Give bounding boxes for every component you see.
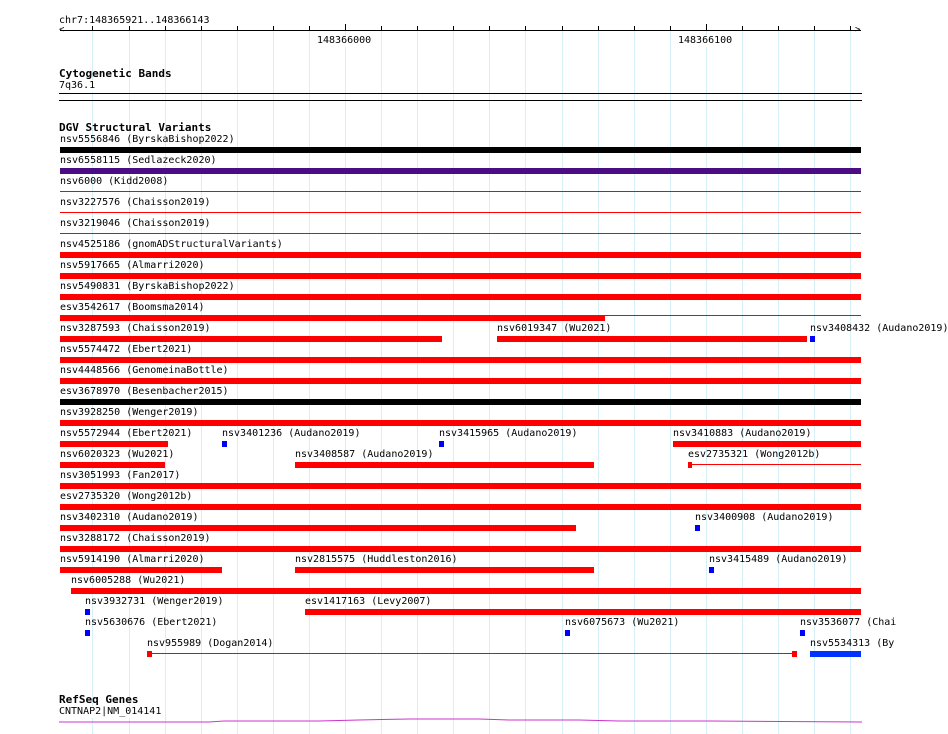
- dgv-feature-line[interactable]: [605, 315, 861, 316]
- dgv-feature-label[interactable]: nsv3288172 (Chaisson2019): [60, 533, 211, 544]
- dgv-feature-label[interactable]: nsv3051993 (Fan2017): [60, 470, 181, 481]
- dgv-feature-marker[interactable]: [85, 630, 90, 636]
- ruler-tick: [742, 26, 743, 31]
- dgv-feature-bar[interactable]: [60, 525, 576, 531]
- dgv-feature-label[interactable]: esv3542617 (Boomsma2014): [60, 302, 205, 313]
- dgv-feature-label[interactable]: nsv3287593 (Chaisson2019): [60, 323, 211, 334]
- region-label: chr7:148365921..148366143: [59, 15, 210, 26]
- dgv-feature-marker[interactable]: [565, 630, 570, 636]
- dgv-feature-bar[interactable]: [295, 462, 594, 468]
- ruler-tick: [201, 26, 202, 31]
- dgv-feature-label[interactable]: nsv3410883 (Audano2019): [673, 428, 812, 439]
- dgv-feature-label[interactable]: nsv3219046 (Chaisson2019): [60, 218, 211, 229]
- dgv-feature-label[interactable]: nsv3928250 (Wenger2019): [60, 407, 199, 418]
- dgv-feature-marker[interactable]: [688, 462, 692, 468]
- dgv-feature-marker[interactable]: [800, 630, 805, 636]
- ruler-tick: [489, 26, 490, 31]
- dgv-feature-bar[interactable]: [810, 651, 861, 657]
- dgv-feature-bar[interactable]: [60, 546, 861, 552]
- ruler-tick: [453, 26, 454, 31]
- dgv-feature-bar[interactable]: [295, 567, 594, 573]
- dgv-feature-bar[interactable]: [673, 441, 861, 447]
- dgv-feature-line[interactable]: [60, 233, 861, 234]
- ruler-tick: [381, 26, 382, 31]
- cytoband-label: 7q36.1: [59, 80, 96, 91]
- dgv-feature-bar[interactable]: [60, 336, 442, 342]
- ruler-right-arrow: >: [855, 25, 861, 35]
- ruler-tick: [634, 26, 635, 31]
- track-title-dgv: DGV Structural Variants: [59, 121, 212, 134]
- dgv-feature-label[interactable]: nsv3401236 (Audano2019): [222, 428, 361, 439]
- dgv-feature-label[interactable]: esv2735320 (Wong2012b): [60, 491, 193, 502]
- ruler-tick: [309, 26, 310, 31]
- ruler-tick: [778, 26, 779, 31]
- dgv-feature-bar[interactable]: [60, 504, 861, 510]
- ruler-tick: [562, 26, 563, 31]
- dgv-feature-marker[interactable]: [85, 609, 90, 615]
- dgv-feature-label[interactable]: nsv5490831 (ByrskaBishop2022): [60, 281, 235, 292]
- dgv-feature-bar[interactable]: [60, 378, 861, 384]
- dgv-feature-label[interactable]: nsv3227576 (Chaisson2019): [60, 197, 211, 208]
- dgv-feature-bar[interactable]: [60, 399, 861, 405]
- dgv-feature-bar[interactable]: [60, 462, 165, 468]
- dgv-feature-bar[interactable]: [60, 420, 861, 426]
- dgv-feature-bar[interactable]: [60, 252, 861, 258]
- cytoband-bar-bottom: [59, 100, 862, 101]
- ruler-tick: [92, 26, 93, 31]
- dgv-feature-marker[interactable]: [709, 567, 714, 573]
- dgv-feature-bar[interactable]: [60, 273, 861, 279]
- dgv-feature-label[interactable]: nsv5917665 (Almarri2020): [60, 260, 205, 271]
- dgv-feature-label[interactable]: nsv5574472 (Ebert2021): [60, 344, 193, 355]
- dgv-feature-label[interactable]: nsv3408587 (Audano2019): [295, 449, 434, 460]
- dgv-feature-label[interactable]: nsv4448566 (GenomeinaBottle): [60, 365, 229, 376]
- dgv-feature-bar[interactable]: [60, 294, 861, 300]
- dgv-feature-bar[interactable]: [60, 483, 861, 489]
- ruler-tick: [273, 26, 274, 31]
- dgv-feature-marker[interactable]: [695, 525, 700, 531]
- dgv-feature-marker[interactable]: [810, 336, 815, 342]
- dgv-feature-bar[interactable]: [60, 168, 861, 174]
- dgv-feature-bar[interactable]: [71, 588, 861, 594]
- ruler-tick-label: 148366000: [317, 35, 372, 46]
- dgv-feature-label[interactable]: nsv3415965 (Audano2019): [439, 428, 578, 439]
- ruler-tick: [345, 24, 346, 31]
- track-title-refseq: RefSeq Genes: [59, 693, 139, 706]
- dgv-feature-label[interactable]: nsv6019347 (Wu2021): [497, 323, 612, 334]
- dgv-feature-label[interactable]: esv1417163 (Levy2007): [305, 596, 432, 607]
- refseq-gene-line: [59, 719, 862, 722]
- dgv-feature-bar[interactable]: [60, 357, 861, 363]
- dgv-feature-line[interactable]: [60, 191, 861, 192]
- dgv-feature-label[interactable]: nsv5534313 (By: [810, 638, 895, 649]
- dgv-feature-marker[interactable]: [792, 651, 797, 657]
- track-title-cytobands: Cytogenetic Bands: [59, 67, 172, 80]
- ruler-tick-label: 148366100: [678, 35, 733, 46]
- dgv-feature-label[interactable]: nsv3400908 (Audano2019): [695, 512, 834, 523]
- dgv-feature-line[interactable]: [688, 464, 861, 465]
- ruler-tick: [598, 26, 599, 31]
- dgv-feature-label[interactable]: nsv6020323 (Wu2021): [60, 449, 175, 460]
- dgv-feature-label[interactable]: nsv6075673 (Wu2021): [565, 617, 680, 628]
- dgv-feature-marker[interactable]: [439, 441, 444, 447]
- refseq-gene-track[interactable]: [59, 715, 862, 725]
- dgv-feature-label[interactable]: nsv2815575 (Huddleston2016): [295, 554, 458, 565]
- dgv-feature-bar[interactable]: [60, 147, 861, 153]
- dgv-feature-label[interactable]: nsv6558115 (Sedlazeck2020): [60, 155, 217, 166]
- ruler-tick: [165, 26, 166, 31]
- ruler-tick: [525, 26, 526, 31]
- dgv-feature-label[interactable]: nsv3932731 (Wenger2019): [85, 596, 224, 607]
- dgv-feature-marker[interactable]: [147, 651, 152, 657]
- dgv-feature-marker[interactable]: [222, 441, 227, 447]
- dgv-feature-bar[interactable]: [60, 567, 222, 573]
- ruler-tick: [670, 26, 671, 31]
- dgv-feature-label[interactable]: nsv3402310 (Audano2019): [60, 512, 199, 523]
- ruler-tick: [706, 24, 707, 31]
- dgv-feature-label[interactable]: nsv5572944 (Ebert2021): [60, 428, 193, 439]
- dgv-feature-label[interactable]: esv3678970 (Besenbacher2015): [60, 386, 229, 397]
- dgv-feature-label[interactable]: nsv5556846 (ByrskaBishop2022): [60, 134, 235, 145]
- dgv-feature-label[interactable]: nsv3536077 (Chai: [800, 617, 897, 628]
- dgv-feature-label[interactable]: nsv6005288 (Wu2021): [71, 575, 186, 586]
- dgv-feature-label[interactable]: nsv3415489 (Audano2019): [709, 554, 848, 565]
- dgv-feature-label[interactable]: nsv3408432 (Audano2019): [810, 323, 948, 334]
- ruler-line: [60, 30, 861, 31]
- dgv-feature-bar[interactable]: [60, 441, 168, 447]
- dgv-feature-label[interactable]: nsv5630676 (Ebert2021): [85, 617, 218, 628]
- dgv-feature-bar[interactable]: [305, 609, 861, 615]
- cytoband-bar-top: [59, 93, 862, 94]
- dgv-feature-bar[interactable]: [497, 336, 807, 342]
- dgv-feature-label[interactable]: esv2735321 (Wong2012b): [688, 449, 821, 460]
- dgv-feature-label[interactable]: nsv4525186 (gnomADStructuralVariants): [60, 239, 283, 250]
- dgv-feature-bar[interactable]: [60, 315, 605, 321]
- dgv-feature-label[interactable]: nsv955989 (Dogan2014): [147, 638, 274, 649]
- refseq-gene-label[interactable]: CNTNAP2|NM_014141: [59, 706, 162, 717]
- ruler-tick: [814, 26, 815, 31]
- dgv-feature-line[interactable]: [60, 212, 861, 213]
- dgv-feature-line[interactable]: [147, 653, 796, 654]
- dgv-feature-label[interactable]: nsv6000 (Kidd2008): [60, 176, 169, 187]
- ruler-tick: [237, 26, 238, 31]
- dgv-feature-label[interactable]: nsv5914190 (Almarri2020): [60, 554, 205, 565]
- ruler-tick: [417, 26, 418, 31]
- ruler-tick: [850, 26, 851, 31]
- ruler-tick: [129, 26, 130, 31]
